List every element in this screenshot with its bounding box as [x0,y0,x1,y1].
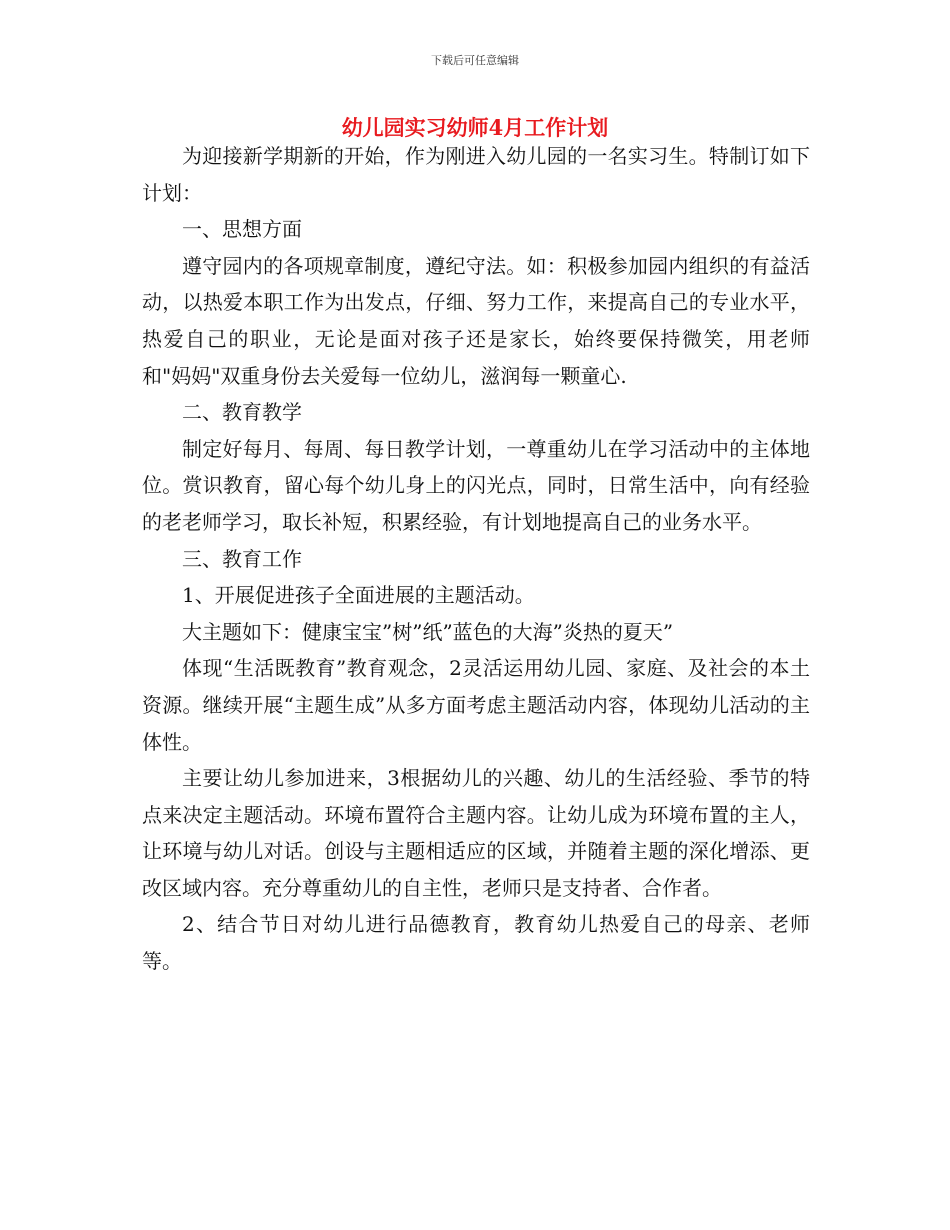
section-heading-teaching: 二、教育教学 [182,400,302,425]
section-heading-work: 三、教育工作 [182,546,302,571]
paragraph-participation: 主要让幼儿参加进来，3根据幼儿的兴趣、幼儿的生活经验、季节的特点来决定主题活动。环境布置符合主题内容。让幼儿成为环境布置的主人，让环境与幼儿对话。创设与主题相适应的区域，并随着主题的深化增添、更改区域内容。充分尊重幼儿的自主性，老师只是支持者、合作者。 [142,766,810,900]
section-heading-thought: 一、思想方面 [182,217,302,242]
paragraph-work-item-2: 2、结合节日对幼儿进行品德教育，教育幼儿热爱自己的母亲、老师等。 [142,912,810,974]
paragraph-teaching: 制定好每月、每周、每日教学计划，一尊重幼儿在学习活动中的主体地位。赏识教育，留心每个幼儿身上的闪光点，同时，日常生活中，向有经验的老老师学习，取长补短，积累经验，有计划地提高自己的业务水平。 [142,436,810,534]
paragraph-work-item-1: 1、开展促进孩子全面进展的主题活动。 [182,583,535,608]
document-title: 幼儿园实习幼师4月工作计划 [341,115,609,140]
document-body [142,138,810,980]
header-note: 下载后可任意编辑 [431,54,519,67]
paragraph-intro: 为迎接新学期新的开始，作为刚进入幼儿园的一名实习生。特制订如下计划： [142,144,810,205]
paragraph-education-concept: 体现“生活既教育”教育观念，2灵活运用幼儿园、家庭、及社会的本土资源。继续开展“主题生成”从多方面考虑主题活动内容，体现幼儿活动的主体性。 [142,656,810,754]
paragraph-themes: 大主题如下：健康宝宝”树”纸”蓝色的大海”炎热的夏天” [182,619,674,644]
paragraph-thought: 遵守园内的各项规章制度，遵纪守法。如：积极参加园内组织的有益活动，以热爱本职工作为出发点，仔细、努力工作，来提高自己的专业水平，热爱自己的职业，无论是面对孩子还是家长，始终要保持微笑，用老师和"妈妈"双重身份去关爱每一位幼儿，滋润每一颗童心. [142,253,810,388]
